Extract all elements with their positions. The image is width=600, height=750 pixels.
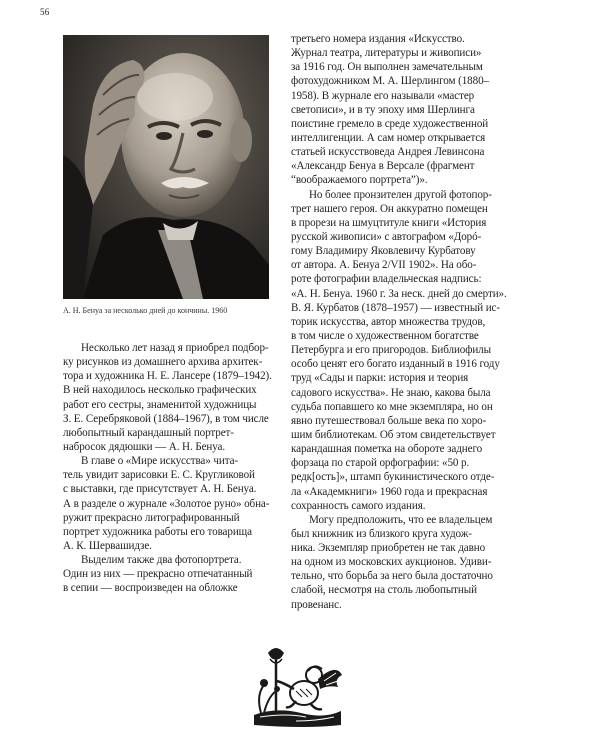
text-line: слабой, несмотря на столь любопытный bbox=[291, 584, 477, 597]
text-line: судьба попавшего ко мне экземпляра, но он bbox=[291, 400, 493, 413]
text-line: третьего номера издания «Искусство. bbox=[291, 33, 465, 45]
text-line: Петербурга и его пригородов. Библиофилы bbox=[291, 344, 491, 357]
text-line: шим библиотекам. Об этом свидетельствует bbox=[291, 428, 496, 441]
left-column bbox=[63, 341, 285, 596]
text-line: ружит прекрасно литографированный bbox=[63, 511, 240, 524]
text-line: З. Е. Серебряковой (1884–1967), в том числе bbox=[63, 412, 269, 425]
text-line: в том числе о художественном богатстве bbox=[291, 329, 479, 342]
text-line: тель увидит зарисовки Е. С. Кругликовой bbox=[63, 469, 255, 482]
text-line: Несколько лет назад я приобрел подбор- bbox=[81, 342, 269, 354]
text-line: интеллигенции. А сам номер открывается bbox=[291, 131, 486, 144]
text-line: “воображаемого портрета”)». bbox=[291, 174, 428, 187]
text-line: русской живописи» с автографом «Дорó- bbox=[291, 230, 482, 243]
text-line: с выставки, где присутствует А. Н. Бенуа. bbox=[63, 483, 257, 496]
paragraph bbox=[63, 454, 285, 553]
cupid-vignette-icon bbox=[246, 645, 346, 730]
text-line: В главе о «Мире искусства» чита- bbox=[81, 455, 238, 468]
text-line: ника. Экземпляр приобретен не так давно bbox=[291, 542, 486, 555]
text-line: в сепии — воспроизведен на обложке bbox=[63, 582, 238, 595]
text-line: любопытный карандашный портрет- bbox=[63, 426, 234, 439]
page-number: 56 bbox=[40, 7, 50, 17]
text-line: был книжник из близкого круга худож- bbox=[291, 527, 472, 540]
text-line: Могу предположить, что ее владельцем bbox=[309, 513, 493, 526]
text-line: А в разделе о журнале «Золотое руно» обна- bbox=[63, 497, 270, 510]
text-line: работ его сестры, знаменитой художницы bbox=[63, 398, 257, 411]
text-line: провенанс. bbox=[291, 598, 342, 611]
text-line: В ней находилось несколько графических bbox=[63, 384, 257, 397]
text-line: набросок дядюшки — А. Н. Бенуа. bbox=[63, 440, 226, 453]
portrait-photo bbox=[63, 35, 269, 299]
text-line: Выделим также два фотопортрета. bbox=[81, 554, 242, 567]
text-line: в прорези на шмуцтитуле книги «История bbox=[291, 216, 487, 229]
text-line: Журнал театра, литературы и живописи» bbox=[291, 47, 482, 60]
text-line: портрет художника работы его товарища bbox=[63, 525, 252, 538]
right-column bbox=[291, 32, 541, 612]
text-line: гому Владимиру Яковлевичу Курбатову bbox=[291, 245, 476, 258]
text-line: «А. Н. Бенуа. 1960 г. За неск. дней до смерти». bbox=[291, 287, 507, 300]
text-line: Но более пронзителен другой фотопор- bbox=[309, 188, 492, 201]
text-line: явно путешествовал больше века по хоро- bbox=[291, 414, 487, 427]
text-line: садового искусства». Не знаю, какова была bbox=[291, 386, 491, 399]
text-line: сохранность самого издания. bbox=[291, 499, 426, 512]
text-line: ла «Академкниги» 1960 года и прекрасная bbox=[291, 485, 488, 498]
text-line: 1958). В журнале его называли «мастер bbox=[291, 89, 475, 102]
paragraph bbox=[291, 513, 541, 612]
text-line: фотохудожником М. А. Шерлингом (1880– bbox=[291, 75, 489, 88]
text-line: В. Я. Курбатов (1878–1957) — известный ис- bbox=[291, 301, 500, 314]
paragraph bbox=[291, 188, 541, 513]
paragraph bbox=[291, 32, 541, 188]
text-line: тора и художника Н. Е. Лансере (1879–1942). bbox=[63, 370, 272, 383]
text-line: форзаца по старой орфографии: «50 р. bbox=[291, 457, 470, 470]
text-line: на одном из московских аукционов. Удиви- bbox=[291, 556, 492, 569]
text-line: от автора. А. Бенуа 2/VII 1902». На обо- bbox=[291, 259, 477, 272]
text-line: роте фотографии владельческая надпись: bbox=[291, 273, 482, 286]
text-line: трет нашего героя. Он аккуратно помещен bbox=[291, 202, 488, 215]
paragraph bbox=[63, 553, 285, 595]
text-line: статьей искусствоведа Андрея Левинсона bbox=[291, 146, 485, 159]
text-line: особо ценят его богато изданный в 1916 году bbox=[291, 358, 500, 371]
text-line: тельно, что борьба за него была достаточно bbox=[291, 570, 493, 583]
paragraph bbox=[63, 341, 285, 454]
text-line: редк[ость]», штамп букинистического отде- bbox=[291, 471, 495, 484]
text-line: А. К. Шервашидзе. bbox=[63, 539, 152, 552]
text-line: поистине гремело в среде художественной bbox=[291, 117, 489, 130]
text-line: светописи», и в ту эпоху имя Шерлинга bbox=[291, 103, 475, 116]
text-line: ку рисунков из домашнего архива архитек- bbox=[63, 356, 263, 369]
text-line: труд «Сады и парки: история и теория bbox=[291, 372, 469, 385]
text-line: карандашная пометка на обороте заднего bbox=[291, 443, 483, 456]
photo-caption: А. Н. Бенуа за несколько дней до кончины. 1960 bbox=[63, 306, 228, 315]
text-line: Один из них — прекрасно отпечатанный bbox=[63, 568, 253, 581]
text-line: торик искусства, автор множества трудов, bbox=[291, 315, 486, 328]
text-line: «Александр Бенуа в Версале (фрагмент bbox=[291, 160, 475, 173]
text-line: за 1916 год. Он выполнен замечательным bbox=[291, 61, 483, 74]
